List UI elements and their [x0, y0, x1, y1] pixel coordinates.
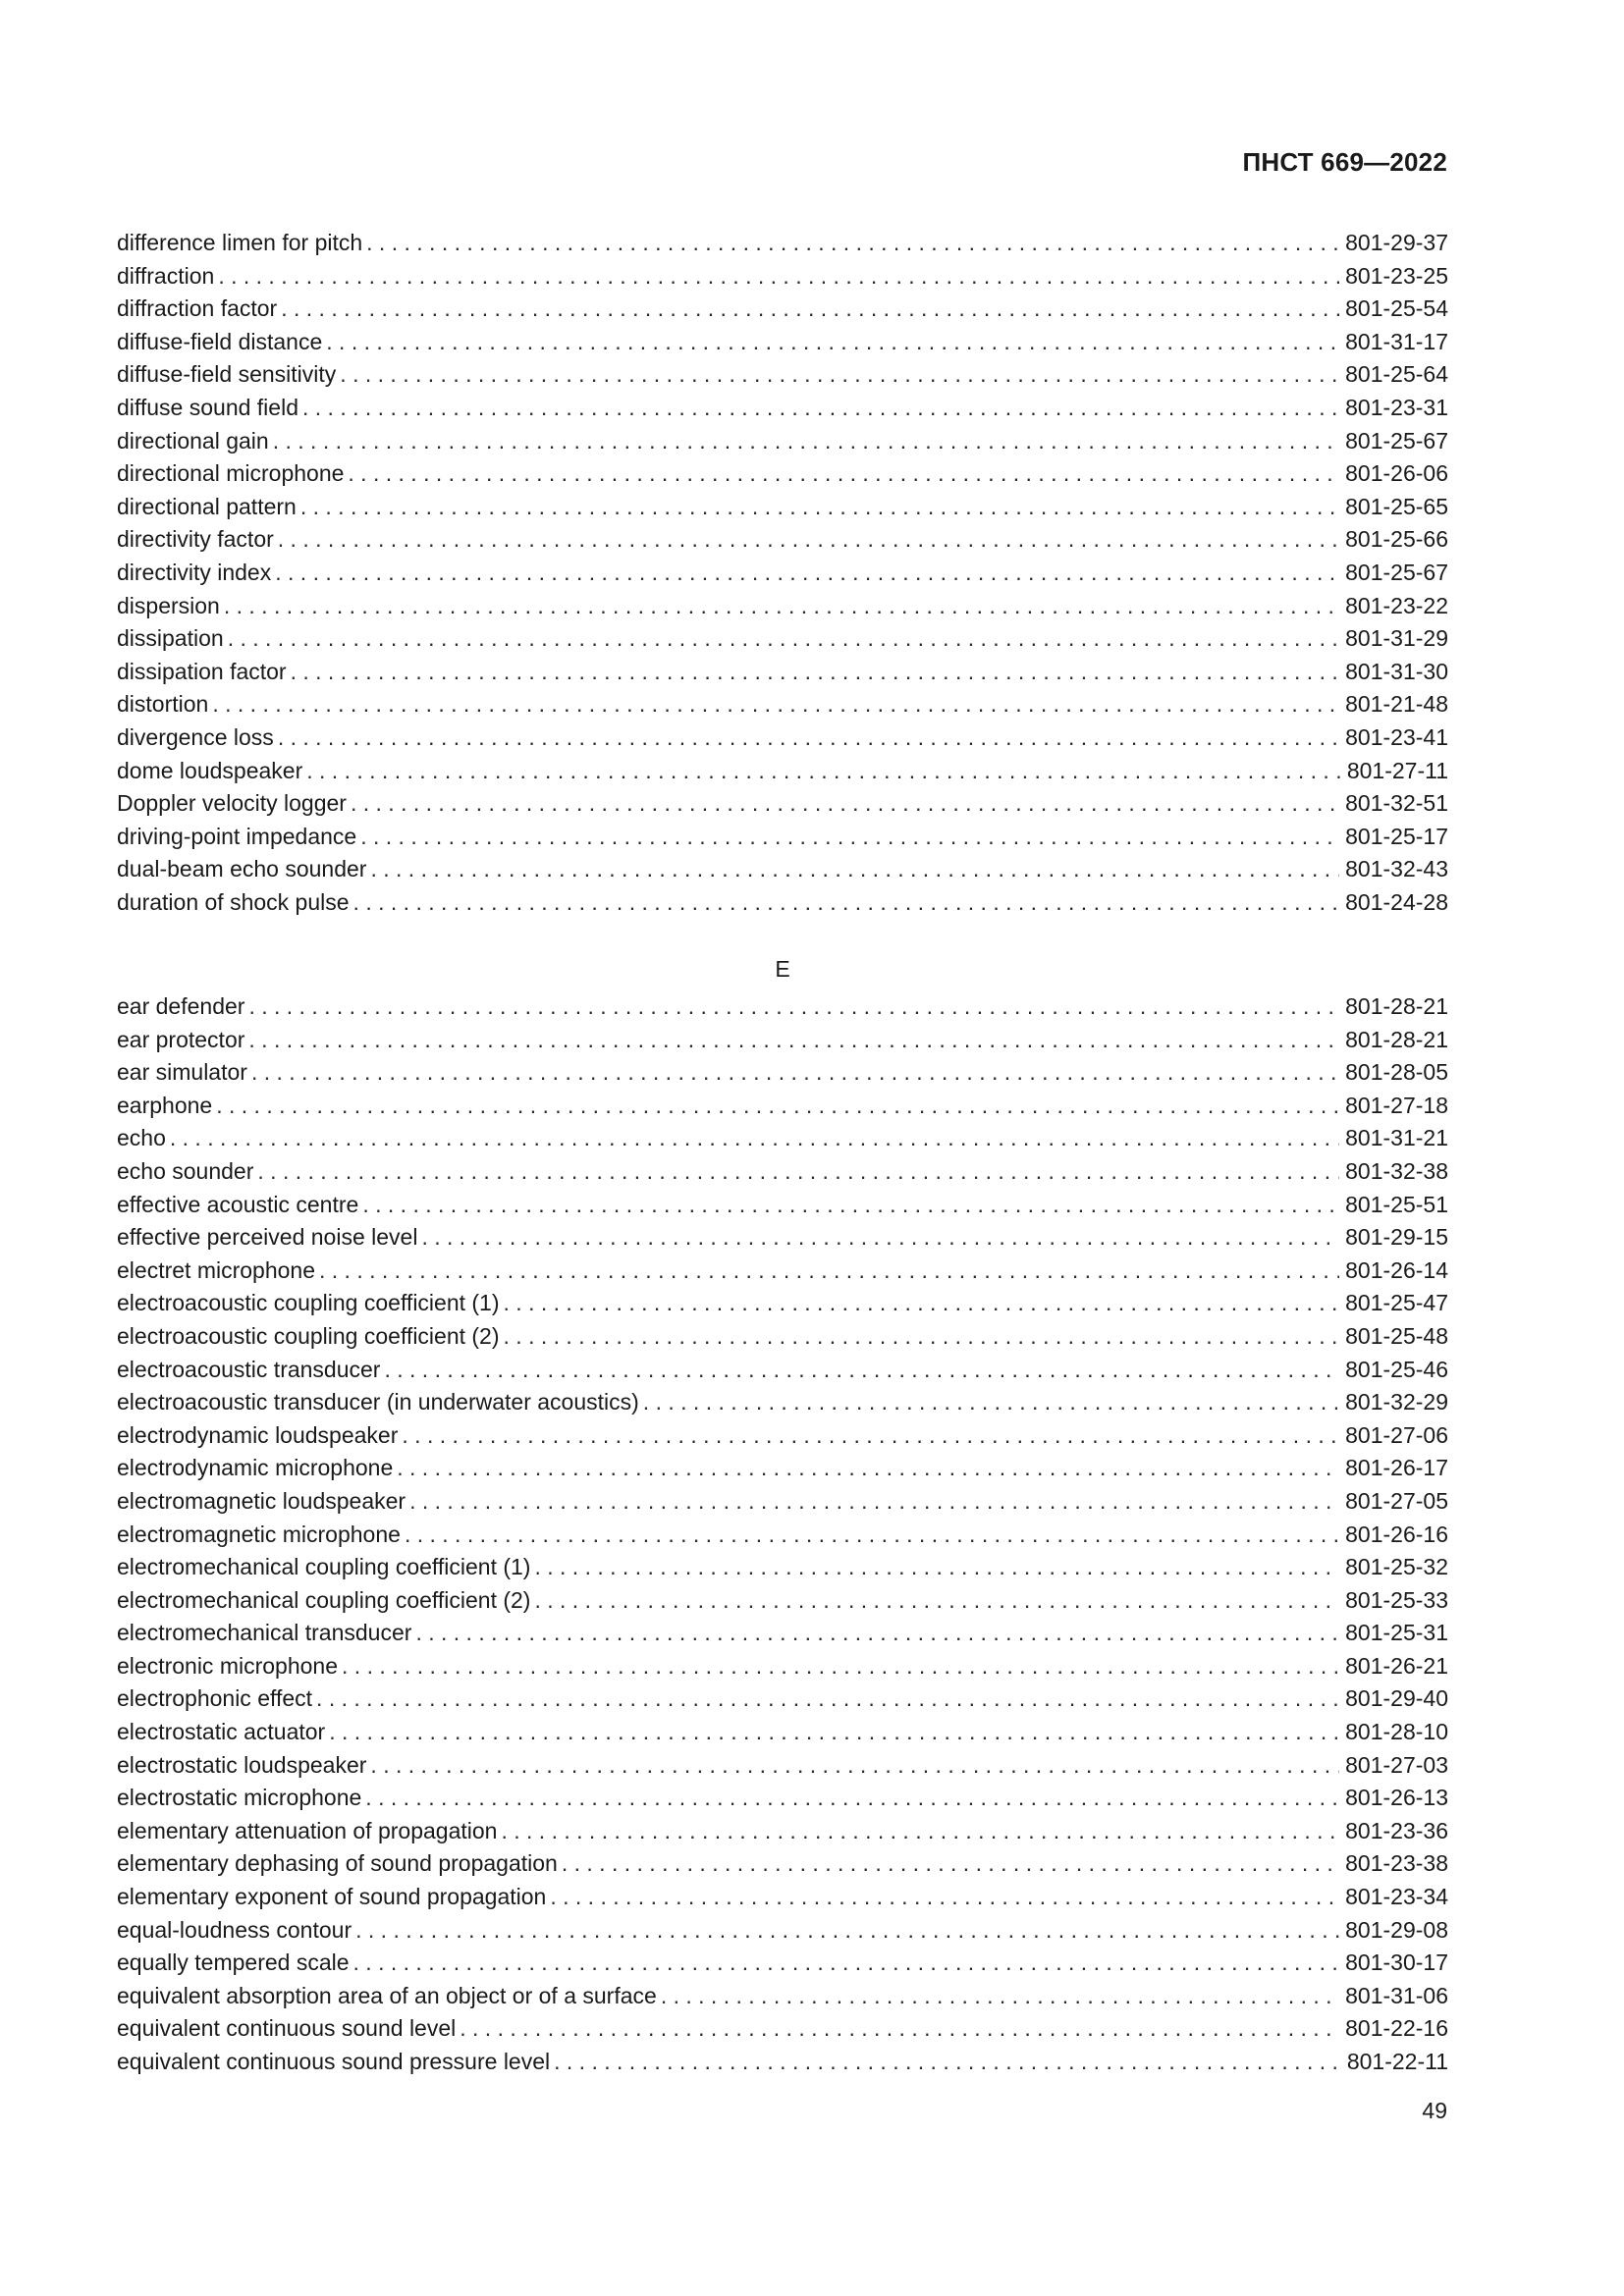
- index-term: diffraction factor: [117, 295, 278, 322]
- index-entry: [117, 1024, 1448, 1057]
- index-code: 801-29-40: [1345, 1685, 1448, 1712]
- index-entry: [117, 2046, 1448, 2079]
- index-entry: [117, 425, 1448, 458]
- index-code: 801-32-43: [1345, 856, 1448, 882]
- index-term: dissipation: [117, 625, 224, 652]
- dot-leader: [370, 1749, 1339, 1783]
- dot-leader: [273, 425, 1339, 458]
- index-code: 801-30-17: [1345, 1949, 1448, 1976]
- index-term: electrodynamic loudspeaker: [117, 1421, 399, 1448]
- index-term: earphone: [117, 1092, 213, 1118]
- index-term: driving-point impedance: [117, 823, 357, 849]
- index-code: 801-25-31: [1345, 1620, 1448, 1646]
- dot-leader: [275, 557, 1339, 590]
- index-term: electronic microphone: [117, 1652, 339, 1679]
- index-term: electrodynamic microphone: [117, 1455, 394, 1481]
- index-entry: [117, 1320, 1448, 1354]
- index-term: ear protector: [117, 1026, 245, 1052]
- index-code: 801-25-32: [1345, 1554, 1448, 1580]
- index-term: electrostatic microphone: [117, 1785, 362, 1811]
- index-code: 801-32-51: [1345, 790, 1448, 817]
- index-term: electromechanical coupling coefficient (2): [117, 1586, 531, 1613]
- index-code: 801-25-67: [1345, 427, 1448, 454]
- index-code: 801-31-21: [1345, 1125, 1448, 1151]
- dot-leader: [643, 1386, 1339, 1419]
- index-code: 801-28-21: [1345, 993, 1448, 1019]
- index-code: 801-28-21: [1345, 1026, 1448, 1052]
- index-term: dome loudspeaker: [117, 757, 303, 783]
- dot-leader: [534, 1551, 1339, 1584]
- dot-leader: [661, 1980, 1339, 2013]
- index-code: 801-22-16: [1345, 2015, 1448, 2042]
- dot-leader: [353, 886, 1340, 920]
- index-entry: [117, 590, 1448, 623]
- index-code: 801-27-05: [1345, 1487, 1448, 1514]
- dot-leader: [415, 1617, 1339, 1650]
- index-code: 801-25-65: [1345, 493, 1448, 519]
- index-entry: [117, 1419, 1448, 1453]
- index-entry: [117, 721, 1448, 755]
- index-entry: [117, 1452, 1448, 1485]
- dot-leader: [504, 1287, 1340, 1320]
- dot-leader: [384, 1354, 1339, 1387]
- index-entry: [117, 1386, 1448, 1419]
- index-term: electrostatic actuator: [117, 1719, 326, 1745]
- index-term: diffuse sound field: [117, 394, 298, 420]
- index-code: 801-25-48: [1345, 1322, 1448, 1349]
- index-term: equivalent continuous sound pressure level: [117, 2049, 551, 2074]
- index-code: 801-23-38: [1345, 1850, 1448, 1877]
- index-entry: [117, 886, 1448, 920]
- index-entry: [117, 1716, 1448, 1749]
- index-term: diffuse-field distance: [117, 328, 323, 354]
- index-term: directional microphone: [117, 460, 345, 487]
- index-term: divergence loss: [117, 723, 274, 750]
- index-code: 801-22-11: [1346, 2049, 1448, 2074]
- dot-leader: [326, 326, 1339, 359]
- index-entry: [117, 1221, 1448, 1255]
- dot-leader: [397, 1452, 1339, 1485]
- index-entry: [117, 1519, 1448, 1552]
- index-code: 801-27-18: [1345, 1092, 1448, 1118]
- dot-leader: [370, 853, 1339, 886]
- dot-leader: [360, 821, 1339, 854]
- index-entry: [117, 1354, 1448, 1387]
- section-letter-e: E: [775, 956, 790, 982]
- index-code: 801-27-06: [1345, 1421, 1448, 1448]
- dot-leader: [550, 1881, 1339, 1914]
- dot-leader: [366, 227, 1339, 260]
- index-term: difference limen for pitch: [117, 230, 363, 255]
- index-entry: [117, 1749, 1448, 1783]
- index-code: 801-29-15: [1345, 1224, 1448, 1251]
- index-term: elementary exponent of sound propagation: [117, 1884, 547, 1910]
- index-entry: [117, 1782, 1448, 1815]
- index-term: effective perceived noise level: [117, 1224, 418, 1251]
- index-code: 801-23-41: [1345, 723, 1448, 750]
- index-code: 801-23-31: [1345, 394, 1448, 420]
- dot-leader: [316, 1682, 1339, 1716]
- index-code: 801-24-28: [1345, 888, 1448, 915]
- index-entry: [117, 1914, 1448, 1948]
- index-code: 801-23-25: [1345, 262, 1448, 289]
- index-entry: [117, 326, 1448, 359]
- index-entry: [117, 622, 1448, 656]
- index-term: electroacoustic transducer: [117, 1356, 381, 1382]
- index-code: 801-23-36: [1345, 1817, 1448, 1843]
- index-entry: [117, 853, 1448, 886]
- index-entry: [117, 990, 1448, 1024]
- index-entry: [117, 491, 1448, 524]
- dot-leader: [257, 1155, 1339, 1189]
- dot-leader: [212, 688, 1339, 721]
- dot-leader: [355, 1914, 1339, 1948]
- index-term: elementary dephasing of sound propagation: [117, 1850, 558, 1877]
- index-entry: [117, 523, 1448, 557]
- dot-leader: [405, 1519, 1339, 1552]
- index-entry: [117, 557, 1448, 590]
- index-term: electromagnetic loudspeaker: [117, 1487, 406, 1514]
- dot-leader: [170, 1122, 1339, 1155]
- index-term: dispersion: [117, 592, 220, 618]
- index-code: 801-27-03: [1345, 1751, 1448, 1778]
- index-entry: [117, 821, 1448, 854]
- index-code: 801-32-38: [1345, 1157, 1448, 1184]
- index-code: 801-31-06: [1345, 1982, 1448, 2008]
- index-entry: [117, 392, 1448, 425]
- dot-leader: [224, 590, 1339, 623]
- index-code: 801-25-33: [1345, 1586, 1448, 1613]
- dot-leader: [216, 1090, 1339, 1123]
- index-code: 801-25-66: [1345, 526, 1448, 553]
- index-term: electromagnetic microphone: [117, 1521, 401, 1547]
- index-entry: [117, 1551, 1448, 1584]
- index-entry: [117, 755, 1448, 788]
- index-term: electrostatic loudspeaker: [117, 1751, 367, 1778]
- index-entry: [117, 1090, 1448, 1123]
- index-term: directional gain: [117, 427, 269, 454]
- dot-leader: [501, 1815, 1339, 1848]
- dot-leader: [218, 260, 1339, 294]
- index-entry: [117, 1650, 1448, 1683]
- dot-leader: [342, 1650, 1339, 1683]
- index-code: 801-26-13: [1345, 1785, 1448, 1811]
- index-code: 801-25-46: [1345, 1356, 1448, 1382]
- index-entry: [117, 1056, 1448, 1090]
- index-entry: [117, 358, 1448, 392]
- index-entry: [117, 1255, 1448, 1288]
- dot-leader: [554, 2046, 1341, 2079]
- index-term: dissipation factor: [117, 658, 287, 684]
- index-code: 801-25-47: [1345, 1290, 1448, 1316]
- index-code: 801-28-05: [1345, 1059, 1448, 1086]
- index-entry: [117, 1980, 1448, 2013]
- index-term: echo sounder: [117, 1157, 254, 1184]
- index-code: 801-25-17: [1345, 823, 1448, 849]
- dot-leader: [362, 1189, 1339, 1222]
- index-entry: [117, 1189, 1448, 1222]
- index-term: ear simulator: [117, 1059, 247, 1086]
- index-term: directivity factor: [117, 526, 274, 553]
- index-code: 801-29-37: [1345, 230, 1448, 255]
- dot-leader: [248, 1024, 1339, 1057]
- index-entry: [117, 1485, 1448, 1519]
- index-term: equal-loudness contour: [117, 1916, 352, 1943]
- index-entry: [117, 688, 1448, 721]
- dot-leader: [409, 1485, 1339, 1519]
- index-code: 801-25-67: [1345, 559, 1448, 585]
- dot-leader: [421, 1221, 1339, 1255]
- index-term: elementary attenuation of propagation: [117, 1817, 498, 1843]
- dot-leader: [302, 392, 1339, 425]
- dot-leader: [251, 1056, 1339, 1090]
- index-entry: [117, 293, 1448, 326]
- dot-leader: [534, 1584, 1339, 1618]
- index-entry: [117, 1617, 1448, 1650]
- dot-leader: [319, 1255, 1339, 1288]
- index-term: directivity index: [117, 559, 272, 585]
- index-entry: [117, 1287, 1448, 1320]
- index-term: ear defender: [117, 993, 245, 1019]
- dot-leader: [562, 1847, 1339, 1881]
- index-code: 801-25-51: [1345, 1191, 1448, 1217]
- index-code: 801-27-11: [1346, 757, 1448, 783]
- dot-leader: [300, 491, 1339, 524]
- index-term: duration of shock pulse: [117, 888, 350, 915]
- index-term: equally tempered scale: [117, 1949, 350, 1976]
- index-list-d: [117, 227, 1448, 919]
- index-code: 801-32-29: [1345, 1389, 1448, 1415]
- dot-leader: [278, 721, 1339, 755]
- dot-leader: [348, 457, 1339, 491]
- index-entry: [117, 457, 1448, 491]
- index-code: 801-26-06: [1345, 460, 1448, 487]
- index-code: 801-23-22: [1345, 592, 1448, 618]
- index-term: electroacoustic transducer (in underwater acoustics): [117, 1389, 639, 1415]
- index-term: equivalent continuous sound level: [117, 2015, 457, 2042]
- dot-leader: [329, 1716, 1339, 1749]
- index-term: effective acoustic centre: [117, 1191, 359, 1217]
- index-code: 801-31-30: [1345, 658, 1448, 684]
- index-term: echo: [117, 1125, 166, 1151]
- index-term: equivalent absorption area of an object or of a surface: [117, 1982, 657, 2008]
- index-term: electromechanical transducer: [117, 1620, 412, 1646]
- dot-leader: [504, 1320, 1340, 1354]
- index-code: 801-26-17: [1345, 1455, 1448, 1481]
- index-code: 801-26-14: [1345, 1256, 1448, 1283]
- dot-leader: [278, 523, 1339, 557]
- index-code: 801-25-64: [1345, 361, 1448, 388]
- index-term: diffraction: [117, 262, 215, 289]
- index-list-e: [117, 990, 1448, 2079]
- index-code: 801-31-29: [1345, 625, 1448, 652]
- dot-leader: [460, 2012, 1339, 2046]
- dot-leader: [351, 787, 1339, 821]
- document-code-header: ПНСТ 669—2022: [1242, 147, 1447, 177]
- index-term: Doppler velocity logger: [117, 790, 347, 817]
- index-term: electret microphone: [117, 1256, 315, 1283]
- index-entry: [117, 227, 1448, 260]
- dot-leader: [291, 656, 1340, 689]
- index-term: electroacoustic coupling coefficient (2): [117, 1322, 500, 1349]
- index-code: 801-23-34: [1345, 1884, 1448, 1910]
- index-code: 801-21-48: [1345, 691, 1448, 718]
- index-entry: [117, 1584, 1448, 1618]
- index-entry: [117, 1122, 1448, 1155]
- index-term: directional pattern: [117, 493, 297, 519]
- index-term: electrophonic effect: [117, 1685, 313, 1712]
- dot-leader: [281, 293, 1339, 326]
- index-term: distortion: [117, 691, 209, 718]
- dot-leader: [248, 990, 1339, 1024]
- index-term: dual-beam echo sounder: [117, 856, 367, 882]
- index-term: electromechanical coupling coefficient (1): [117, 1554, 531, 1580]
- index-term: electroacoustic coupling coefficient (1): [117, 1290, 500, 1316]
- index-code: 801-31-17: [1345, 328, 1448, 354]
- dot-leader: [228, 622, 1339, 656]
- index-entry: [117, 1847, 1448, 1881]
- index-entry: [117, 656, 1448, 689]
- index-entry: [117, 1881, 1448, 1914]
- index-entry: [117, 1815, 1448, 1848]
- index-term: diffuse-field sensitivity: [117, 361, 337, 388]
- index-entry: [117, 1155, 1448, 1189]
- index-entry: [117, 1947, 1448, 1980]
- index-code: 801-26-16: [1345, 1521, 1448, 1547]
- index-code: 801-29-08: [1345, 1916, 1448, 1943]
- dot-leader: [365, 1782, 1339, 1815]
- dot-leader: [340, 358, 1339, 392]
- index-entry: [117, 787, 1448, 821]
- index-code: 801-25-54: [1345, 295, 1448, 322]
- index-entry: [117, 1682, 1448, 1716]
- index-entry: [117, 2012, 1448, 2046]
- dot-leader: [353, 1947, 1340, 1980]
- index-code: 801-28-10: [1345, 1719, 1448, 1745]
- dot-leader: [306, 755, 1341, 788]
- dot-leader: [402, 1419, 1339, 1453]
- index-entry: [117, 260, 1448, 294]
- index-code: 801-26-21: [1345, 1652, 1448, 1679]
- page-number: 49: [1422, 2098, 1447, 2123]
